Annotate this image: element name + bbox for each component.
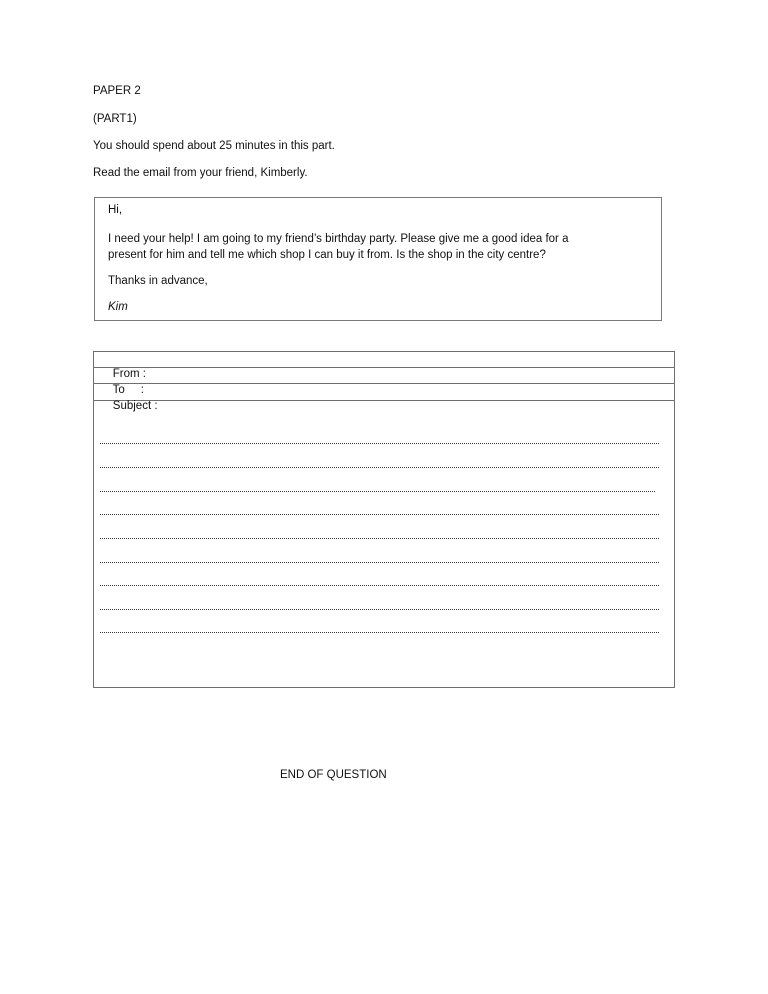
- end-of-question: END OF QUESTION: [280, 769, 387, 781]
- part-label: (PART1): [93, 113, 137, 125]
- reply-form: [93, 351, 675, 688]
- friend-email-box: [94, 197, 662, 321]
- email-closing: Thanks in advance,: [108, 275, 208, 287]
- from-field[interactable]: [94, 352, 674, 380]
- subject-field[interactable]: [94, 384, 674, 412]
- to-field[interactable]: [94, 368, 674, 396]
- email-signature: Kim: [108, 301, 128, 313]
- writing-line-5[interactable]: [100, 538, 659, 539]
- writing-line-8[interactable]: [100, 609, 659, 610]
- writing-line-2[interactable]: [100, 467, 659, 468]
- subject-label: Subject :: [112, 400, 158, 412]
- writing-line-7[interactable]: [100, 585, 659, 586]
- email-body-line-1: I need your help! I am going to my friend’s birthday party. Please give me a good idea for a: [108, 233, 569, 245]
- writing-line-1[interactable]: [100, 443, 659, 444]
- writing-line-9[interactable]: [100, 632, 659, 633]
- to-label: To :: [112, 384, 144, 396]
- writing-line-3[interactable]: [100, 491, 655, 492]
- writing-line-4[interactable]: [100, 514, 659, 515]
- email-body-line-2: present for him and tell me which shop I can buy it from. Is the shop in the city centre?: [108, 249, 546, 261]
- paper-title: PAPER 2: [93, 85, 141, 97]
- email-greeting: Hi,: [108, 204, 123, 216]
- time-instruction: You should spend about 25 minutes in this part.: [93, 140, 335, 152]
- reading-prompt: Read the email from your friend, Kimberly.: [93, 167, 308, 179]
- from-label: From :: [112, 368, 147, 380]
- writing-line-6[interactable]: [100, 562, 659, 563]
